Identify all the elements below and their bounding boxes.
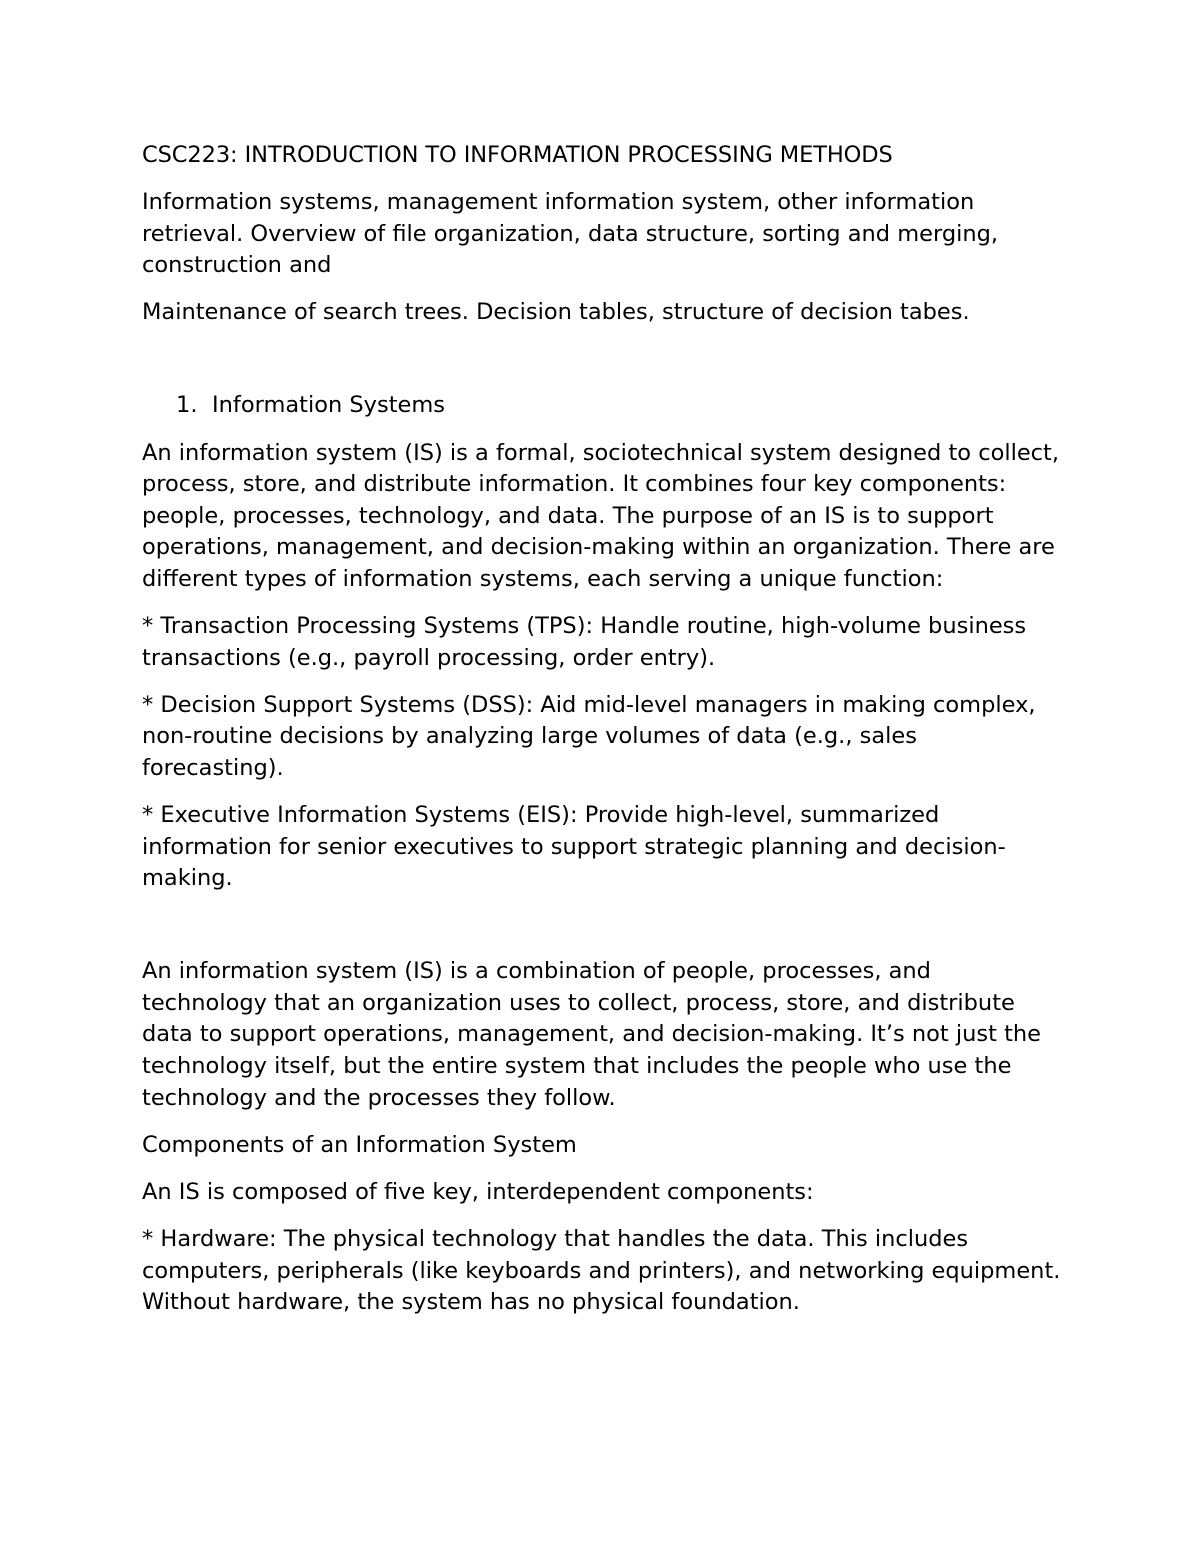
bullet-dss: * Decision Support Systems (DSS): Aid mid-level managers in making complex, non-routine decisions by analyzing large volumes of data (e.g., sales forecasting). xyxy=(142,691,1036,781)
intro-paragraph-2: Maintenance of search trees. Decision tables, structure of decision tabes. xyxy=(142,299,970,326)
section-number: 1. xyxy=(176,392,198,419)
bullet-eis: * Executive Information Systems (EIS): Provide high-level, summarized information for senior executives to support strategic planning and decision-making. xyxy=(142,802,1006,892)
components-intro: An IS is composed of five key, interdependent components: xyxy=(142,1178,814,1205)
intro-paragraph: Information systems, management information system, other information retrieval. Overview of file organization, data structure, sorting and merging, construction and xyxy=(142,189,999,279)
bullet-hardware: * Hardware: The physical technology that handles the data. This includes computers, peripherals (like keyboards and printers), and networking equipment. Without hardware, the system has no physical foundation. xyxy=(142,1225,1061,1316)
bullet-tps: * Transaction Processing Systems (TPS): Handle routine, high-volume business transactions (e.g., payroll processing, order entry). xyxy=(142,613,1027,671)
document-body xyxy=(142,140,1062,1334)
document-title: CSC223: INTRODUCTION TO INFORMATION PROCESSING METHODS xyxy=(142,142,893,168)
section-heading-text: Information Systems xyxy=(212,392,446,419)
definition-paragraph: An information system (IS) is a combination of people, processes, and technology that an organization uses to collect, process, store, and distribute data to support operations, management, and decision-making. It’s not just the technology itself, but the entire system that includes the people who use the technology and the processes they follow. xyxy=(142,958,1041,1111)
blank-line xyxy=(142,910,1062,956)
blank-line xyxy=(142,344,1062,390)
section-heading-information-systems xyxy=(142,390,1062,422)
components-heading: Components of an Information System xyxy=(142,1131,577,1158)
section-1-paragraph: An information system (IS) is a formal, sociotechnical system designed to collect, process, store, and distribute information. It combines four key components: people, processes, technology, and data. The purpose of an IS is to support operations, management, and decision-making within an organization. There are different types of information systems, each serving a unique function: xyxy=(142,439,1060,592)
